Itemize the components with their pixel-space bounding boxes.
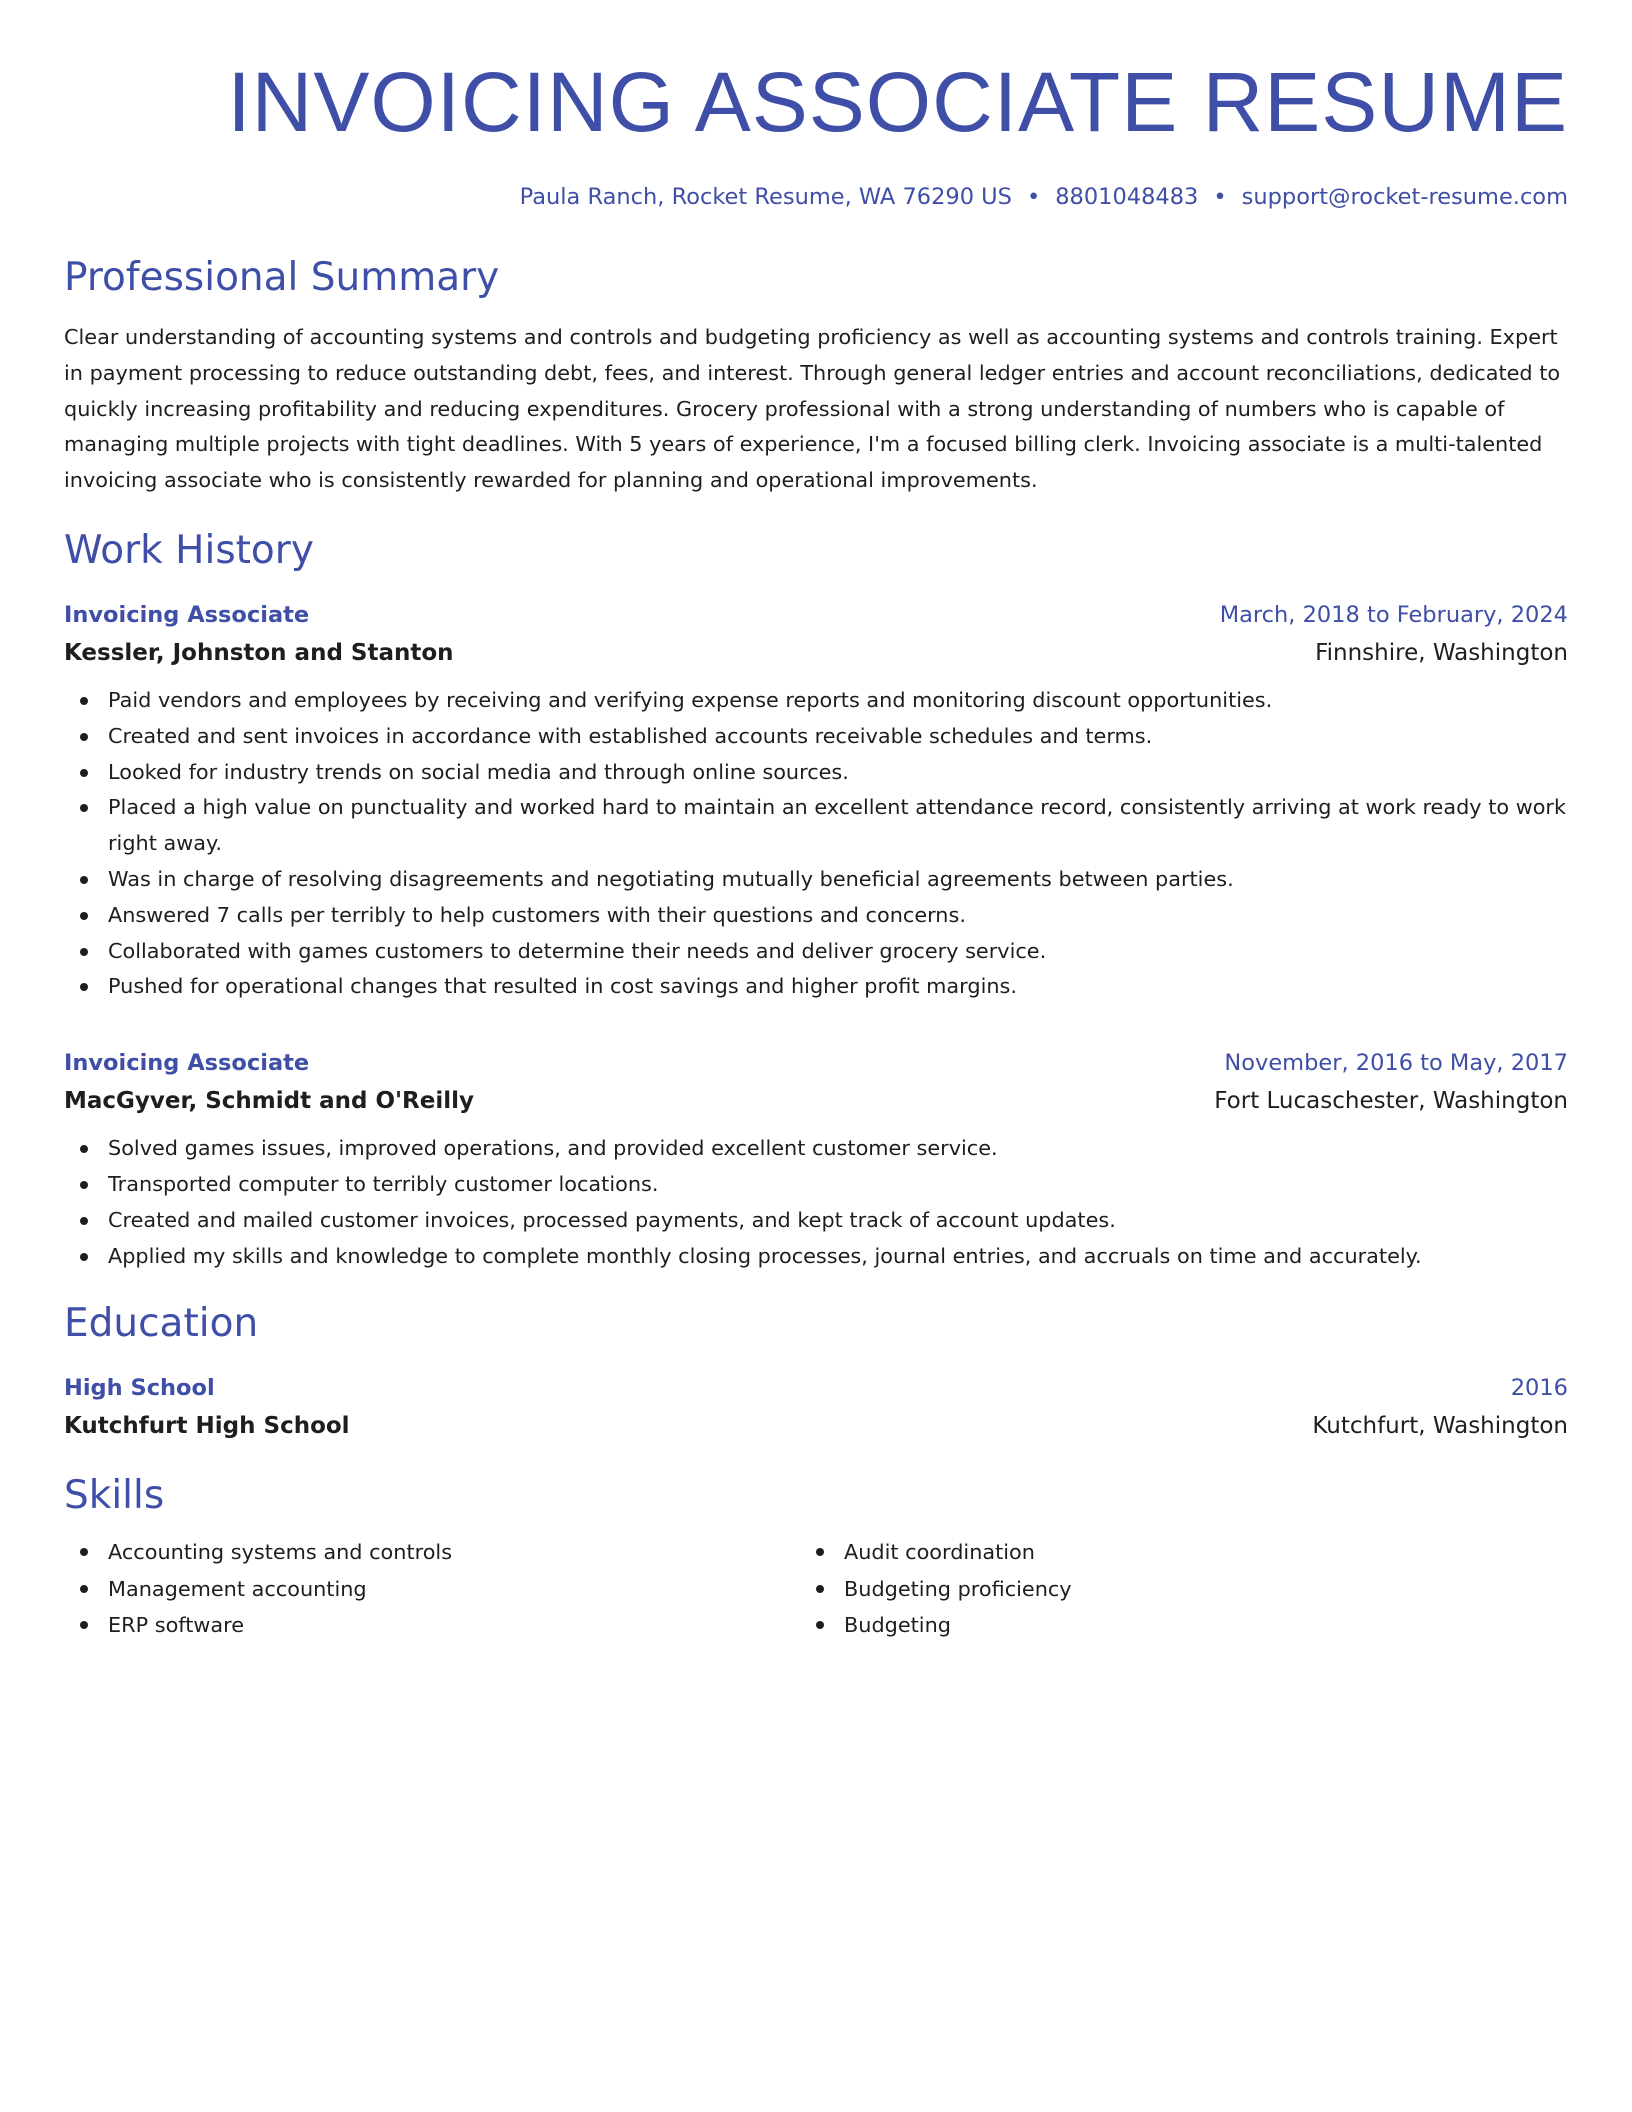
job-title-row <box>64 1045 1568 1081</box>
education-year: 2016 <box>1510 1375 1568 1402</box>
skills-column-left <box>64 1534 800 1644</box>
section-heading-summary: Professional Summary <box>64 255 500 300</box>
list-item: Collaborated with games customers to determine their needs and deliver grocery service. <box>64 934 1568 970</box>
skills-section <box>64 1472 1568 1644</box>
job-company: Kessler, Johnston and Stanton <box>64 639 454 666</box>
professional-summary-section <box>64 254 1568 499</box>
work-history-section <box>64 527 1568 1274</box>
list-item: Applied my skills and knowledge to complete monthly closing processes, journal entries, and accruals on time and accurately. <box>64 1239 1568 1275</box>
contact-address: Paula Ranch, Rocket Resume, WA 76290 US <box>519 184 1012 210</box>
list-item: Placed a high value on punctuality and worked hard to maintain an excellent attendance record, consistently arriving at work ready to work right away. <box>64 790 1568 862</box>
job-entry <box>64 597 1568 1005</box>
education-entry <box>64 1370 1568 1446</box>
job-role: Invoicing Associate <box>64 1050 310 1077</box>
skill-item: Budgeting proficiency <box>800 1571 1536 1608</box>
job-dates: March, 2018 to February, 2024 <box>1219 601 1568 628</box>
skill-item: Accounting systems and controls <box>64 1534 800 1571</box>
contact-line <box>64 180 1568 214</box>
skill-item: ERP software <box>64 1607 800 1644</box>
education-section <box>64 1300 1568 1446</box>
resume-header <box>64 52 1568 214</box>
section-heading-skills: Skills <box>64 1473 165 1519</box>
job-company: MacGyver, Schmidt and O'Reilly <box>64 1088 475 1115</box>
section-heading-work: Work History <box>64 527 314 573</box>
list-item: Looked for industry trends on social media and through online sources. <box>64 755 1568 791</box>
job-location: Finnshire, Washington <box>1315 639 1568 666</box>
education-location: Kutchfurt, Washington <box>1312 1413 1568 1440</box>
job-entry <box>64 1045 1568 1274</box>
resume-title: INVOICING ASSOCIATE RESUME <box>227 55 1568 149</box>
job-company-row <box>64 1081 1568 1121</box>
list-item: Answered 7 calls per terribly to help customers with their questions and concerns. <box>64 898 1568 934</box>
job-title-row <box>64 597 1568 633</box>
list-item: Was in charge of resolving disagreements and negotiating mutually beneficial agreements between parties. <box>64 862 1568 898</box>
contact-separator: • <box>1213 184 1227 210</box>
job-bullets <box>64 1131 1568 1274</box>
education-degree: High School <box>64 1375 215 1402</box>
job-bullets <box>64 683 1568 1005</box>
list-item: Pushed for operational changes that resulted in cost savings and higher profit margins. <box>64 969 1568 1005</box>
education-school: Kutchfurt High School <box>64 1413 350 1440</box>
list-item: Created and sent invoices in accordance with established accounts receivable schedules and terms. <box>64 719 1568 755</box>
skills-grid <box>64 1534 1568 1644</box>
skill-item: Budgeting <box>800 1607 1536 1644</box>
list-item: Transported computer to terribly customer locations. <box>64 1167 1568 1203</box>
contact-phone: 8801048483 <box>1055 184 1199 210</box>
contact-separator: • <box>1026 184 1041 210</box>
summary-text: Clear understanding of accounting systems and controls and budgeting proficiency as well as accounting systems and controls training. Expert in payment processing to reduce outstanding debt, fees, and interest. Through general ledger entries and account reconciliations, dedicated to quickly increasing profitability and reducing expenditures. Grocery professional with a strong understanding of numbers who is capable of managing multiple projects with tight deadlines. With 5 years of experience, I'm a focused billing clerk. Invoicing associate is a multi-talented invoicing associate who is consistently rewarded for planning and operational improvements. <box>64 325 1561 493</box>
job-dates: November, 2016 to May, 2017 <box>1224 1050 1568 1077</box>
section-heading-education: Education <box>64 1301 259 1347</box>
list-item: Solved games issues, improved operations, and provided excellent customer service. <box>64 1131 1568 1167</box>
education-degree-row <box>64 1370 1568 1406</box>
job-company-row <box>64 633 1568 673</box>
contact-email: support@rocket-resume.com <box>1241 184 1568 210</box>
job-role: Invoicing Associate <box>64 601 310 628</box>
list-item: Created and mailed customer invoices, processed payments, and kept track of account updates. <box>64 1203 1568 1239</box>
skill-item: Audit coordination <box>800 1534 1536 1571</box>
list-item: Paid vendors and employees by receiving and verifying expense reports and monitoring discount opportunities. <box>64 683 1568 719</box>
skill-item: Management accounting <box>64 1571 800 1608</box>
education-school-row <box>64 1406 1568 1446</box>
skills-column-right <box>800 1534 1536 1644</box>
job-location: Fort Lucaschester, Washington <box>1214 1088 1568 1115</box>
